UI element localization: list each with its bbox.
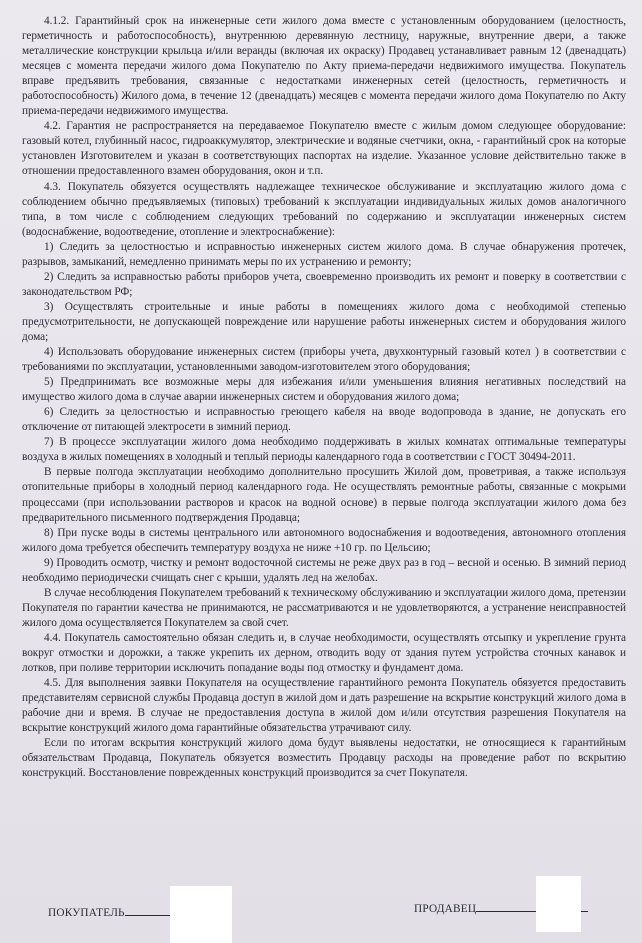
seller-label: ПРОДАВЕЦ	[414, 903, 477, 915]
requirement-3: 3) Осуществлять строительные и иные работы в помещениях жилого дома с необходимой степенью предусмотрительности, не допускающей повреждение или нарушение работы инженерных систем и оборудования жилого дома;	[22, 300, 626, 343]
clause-4-5: 4.5. Для выполнения заявки Покупателя на осуществление гарантийного ремонта Покупатель обязуется предоставить представителям сервисной службы Продавца доступ в жилой дом и дать разрешение на вскрытие конструкций жилого дома в рабочие дни и время. В случае не предоставления доступа в жилой дом и/или отсутствия разрешения Покупателя на вскрытие конструкций жилого дома гарантийные обязательства утрачивают силу.	[22, 677, 626, 735]
buyer-label: ПОКУПАТЕЛЬ	[48, 907, 125, 919]
requirement-4: 4) Использовать оборудование инженерных систем (приборы учета, двухконтурный газовый котел ) в соответствии с требованиями по эксплуатации, установленными заводом-изготовителем этого оборудования;	[22, 346, 626, 374]
contract-text	[22, 14, 626, 781]
clause-4-4: 4.4. Покупатель самостоятельно обязан следить и, в случае необходимости, осуществлять отсыпку и укрепление грунта вокруг отмостки и дорожки, а также укрепить их дерном, отводить воду от здания путем устройства сточных канавок и лотков, при поливе территории исключить попадание воды под отмостку и фундамент дома.	[22, 631, 626, 675]
requirement-1: 1) Следить за целостностью и исправностью инженерных систем жилого дома. В случае обнаружения протечек, разрывов, замыканий, немедленно принимать меры по их устранению и ремонту;	[22, 240, 626, 268]
requirement-2: 2) Следить за исправностью работы приборов учета, своевременно производить их ремонт и поверку в соответствии с законодательством РФ;	[22, 270, 626, 298]
requirement-6: 6) Следить за целостностью и исправностью греющего кабеля на вводе водопровода в здание, не допускать его отключение от питающей электросети в зимний период.	[22, 406, 626, 434]
clause-4-2: 4.2. Гарантия не распространяется на передаваемое Покупателю вместе с жилым домом следующее оборудование: газовый котел, глубинный насос, гидроаккумулятор, электрические и водяные счетчики, окна, - гарантийный срок на которые установлен Изготовителем и указан в соответствующих паспортах на изделие. Указанное условие действительно также в отношении предоставленного взамен оборудования, окон и т.п.	[22, 120, 626, 178]
redacted-seller-signature	[536, 876, 581, 932]
requirement-7: 7) В процессе эксплуатации жилого дома необходимо поддерживать в жилых комнатах оптимальные температуры воздуха в жилых помещениях в холодный и теплый периоды календарного года в соответствии с ГОСТ 30494-2011.	[22, 436, 626, 464]
clause-4-3: 4.3. Покупатель обязуется осуществлять надлежащее техническое обслуживание и эксплуатацию жилого дома с соблюдением обычно предъявляемых (типовых) требований к эксплуатации индивидуальных жилых домов аналогичного типа, в том числе с соблюдением следующих требований по содержанию и эксплуатации инженерных систем (водоснабжение, водоотведение, отопление и электроснабжение):	[22, 180, 626, 238]
clause-4-1-2: 4.1.2. Гарантийный срок на инженерные сети жилого дома вместе с установленным оборудованием (целостность, герметичность и работоспособность), внутреннюю деревянную лестницу, наружные, внутренние двери, а также металлические конструкции крыльца и/или веранды (включая их окраску) Продавец устанавливает равным 12 (двенадцать) месяцев с момента передачи жилого дома Покупателю по Акту приема-передачи недвижимого имущества. Покупатель вправе предъявить требования, связанные с недостатками инженерных сетей (целостность, герметичность и работоспособность) Жилого дома, в течение 12 (двенадцать) месяцев с момента передачи жилого дома Покупателю по Акту приема-передачи недвижимого имущества.	[22, 15, 626, 118]
non-compliance-note: В случае несоблюдения Покупателем требований к техническому обслуживанию и эксплуатации жилого дома, претензии Покупателя по гарантии качества не принимаются, не рассматриваются и не удовлетворяются, а устранение неисправностей жилого дома осуществляется Покупателем за свой счет.	[22, 586, 626, 629]
requirement-8: 8) При пуске воды в системы центрального или автономного водоснабжения и водоотведения, автономного отопления жилого дома требуется обеспечить температуру воздуха не ниже +10 гр. по Цельсию;	[22, 526, 626, 554]
opening-costs-note: Если по итогам вскрытия конструкций жилого дома будут выявлены недостатки, не относящиеся к гарантийным обязательствам Продавца, Покупатель обязуется возместить Продавцу расходы на проведение работ по вскрытию конструкций. Восстановление поврежденных конструкций производится за счет Покупателя.	[22, 737, 626, 780]
requirement-9: 9) Проводить осмотр, чистку и ремонт водосточной системы не реже двух раз в год – весной и осенью. В зимний период необходимо периодически счищать снег с крыши, удалять лед на желобах.	[22, 556, 626, 584]
requirement-5: 5) Предпринимать все возможные меры для избежания и/или уменьшения влияния негативных последствий на имущество жилого дома в случае аварии инженерных систем и оборудования жилого дома;	[22, 376, 626, 404]
redacted-buyer-signature	[170, 886, 232, 943]
drying-note: В первые полгода эксплуатации необходимо дополнительно просушить Жилой дом, проветривая, а также используя отопительные приборы в холодный период календарного года. Не осуществлять ремонтные работы, связанные с мокрыми процессами (при использовании растворов и красок на водной основе) в первые полгода эксплуатации жилого дома без предварительного письменного подтверждения Продавца;	[22, 466, 626, 524]
